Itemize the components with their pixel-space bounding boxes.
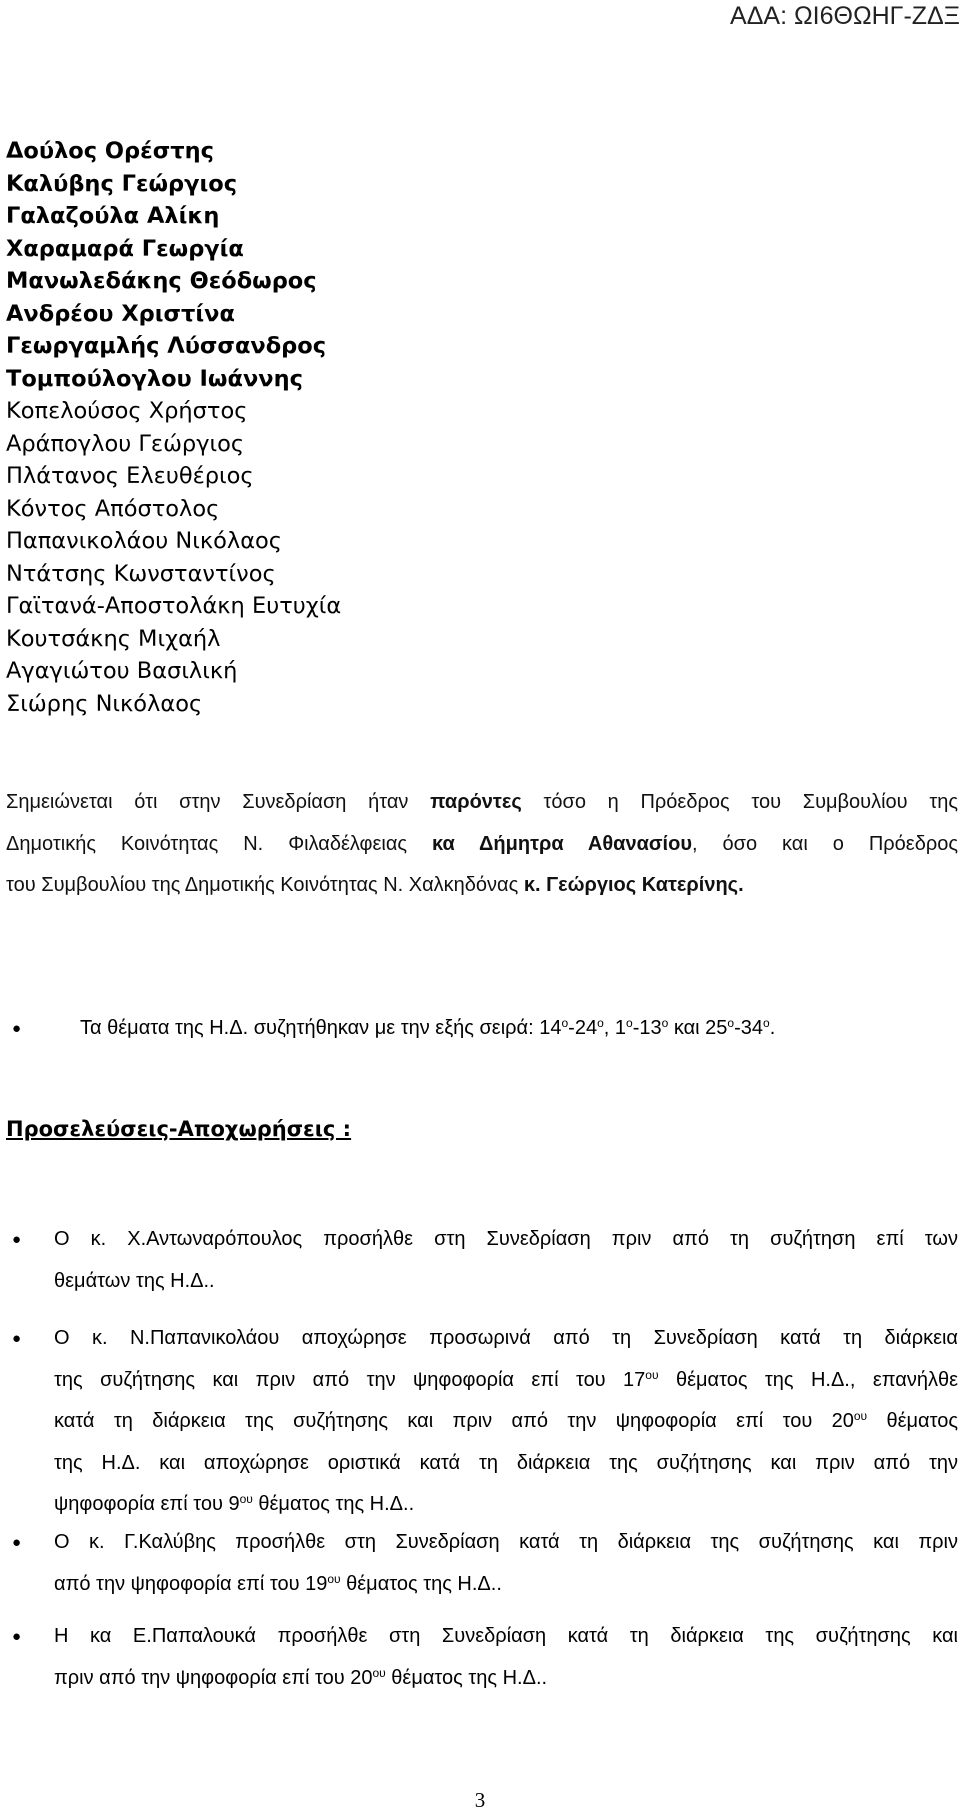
attendee-name: Αράπογλου Γεώργιος — [6, 430, 245, 457]
item-line: της συζήτησης και πριν από την ψηφοφορία επί του $17^{o\upsilon}$ θέματος της Η.Δ., επανήλθε — [54, 1367, 958, 1391]
note-text: του Συμβουλίου της Δημοτικής Κοινότητας Ν. Χαλκηδόνας — [6, 874, 524, 896]
list-item — [6, 1522, 958, 1605]
bullet-icon: ● — [12, 1534, 22, 1551]
item-line: ψηφοφορία επί του $9^{o\upsilon}$ θέματος της Η.Δ.. — [54, 1492, 415, 1515]
attendee-name: Γεωργαμλής Λύσσανδρος — [6, 333, 327, 359]
note-text: Σημειώνεται ότι στην Συνεδρίαση ήταν — [6, 791, 431, 813]
attendee-name: Κοπελούσος Χρήστος — [6, 398, 248, 424]
note-text: Δημοτικής Κοινότητας Ν. Φιλαδέλφειας — [6, 832, 433, 855]
attendee-name: Χαραμαρά Γεωργία — [6, 235, 244, 262]
item-line: πριν από την ψηφοφορία επί του $20^{o\upsilon}$ θέματος της Η.Δ.. — [54, 1665, 548, 1689]
note-emphasis: κα Δήμητρα Αθανασίου — [432, 832, 692, 855]
attendee-name: Δούλος Ορέστης — [6, 138, 214, 164]
note-line — [6, 824, 958, 866]
attendee-name: Γαλαζούλα Αλίκη — [6, 203, 220, 229]
note-text: τόσο η Πρόεδρος του Συμβουλίου της — [521, 791, 958, 813]
attendee-name: Μανωλεδάκης Θεόδωρος — [6, 268, 317, 294]
attendee-name: Τομπούλογλου Ιωάννης — [6, 365, 303, 392]
bullet-icon: ● — [12, 1330, 22, 1347]
bullet-icon: ● — [12, 1231, 22, 1248]
note-text: , όσο και ο Πρόεδρος — [691, 832, 958, 855]
attendee-name: Σιώρης Νικόλαος — [6, 690, 203, 717]
document-ada-code: ΑΔΑ: ΩΙ6ΘΩΗΓ-ΖΔΞ — [730, 2, 960, 30]
bullet-icon: ● — [12, 1020, 22, 1037]
topic-order-text: Τα θέματα της Η.Δ. συζητήθηκαν με την εξής σειρά: $14^o-24^o$, $1^o-13^o$ και $25^o-34^o$. — [80, 1016, 776, 1039]
attendee-name: Πλάτανος Ελευθέριος — [6, 463, 254, 489]
bullet-icon: ● — [12, 1628, 22, 1645]
topic-order-item — [6, 1008, 958, 1050]
attendee-name: Κόντος Απόστολος — [6, 495, 220, 522]
note-line — [6, 865, 958, 907]
attendance-note-paragraph — [6, 782, 958, 907]
note-emphasis: παρόντες — [430, 791, 522, 813]
list-item — [6, 1616, 958, 1699]
item-line: Ο κ. Γ.Καλύβης προσήλθε στη Συνεδρίαση κατά τη διάρκεια της συζήτησης και πριν — [54, 1531, 958, 1553]
page-number: 3 — [474, 1788, 486, 1812]
attendee-name: Παπανικολάου Νικόλαος — [6, 528, 283, 554]
item-line: Η κα Ε.Παπαλουκά προσήλθε στη Συνεδρίαση κατά τη διάρκεια της συζήτησης και — [54, 1625, 958, 1647]
item-line: της Η.Δ. και αποχώρησε οριστικά κατά τη διάρκεια της συζήτησης και πριν από την — [54, 1451, 958, 1474]
item-line: από την ψηφοφορία επί του $19^{o\upsilon}$ θέματος της Η.Δ.. — [54, 1571, 502, 1595]
attendee-name: Γαϊτανά-Αποστολάκη Ευτυχία — [6, 593, 342, 619]
attendee-name-list — [6, 135, 341, 720]
item-line: κατά τη διάρκεια της συζήτησης και πριν από την ψηφοφορία επί του $20^{o\upsilon}$ θέματος — [54, 1409, 958, 1432]
item-line: Ο κ. Ν.Παπανικολάου αποχώρησε προσωρινά από τη Συνεδρίαση κατά τη διάρκεια — [54, 1327, 958, 1349]
item-line: θεμάτων της Η.Δ.. — [54, 1269, 215, 1292]
note-line — [6, 782, 958, 824]
item-line: Ο κ. Χ.Αντωναρόπουλος προσήλθε στη Συνεδρίαση πριν από τη συζήτηση επί των — [54, 1228, 958, 1250]
attendee-name: Αγαγιώτου Βασιλική — [6, 658, 238, 684]
attendee-name: Ντάτσης Κωνσταντίνος — [6, 560, 276, 587]
attendee-name: Καλύβης Γεώργιος — [6, 170, 238, 197]
list-item — [6, 1318, 958, 1526]
note-emphasis: κ. Γεώργιος Κατερίνης. — [523, 874, 744, 896]
attendee-name: Κουτσάκης Μιχαήλ — [6, 625, 221, 652]
attendee-name: Ανδρέου Χριστίνα — [6, 300, 235, 327]
section-heading: Προσελεύσεις-Αποχωρήσεις : — [6, 1117, 352, 1141]
list-item — [6, 1219, 958, 1302]
